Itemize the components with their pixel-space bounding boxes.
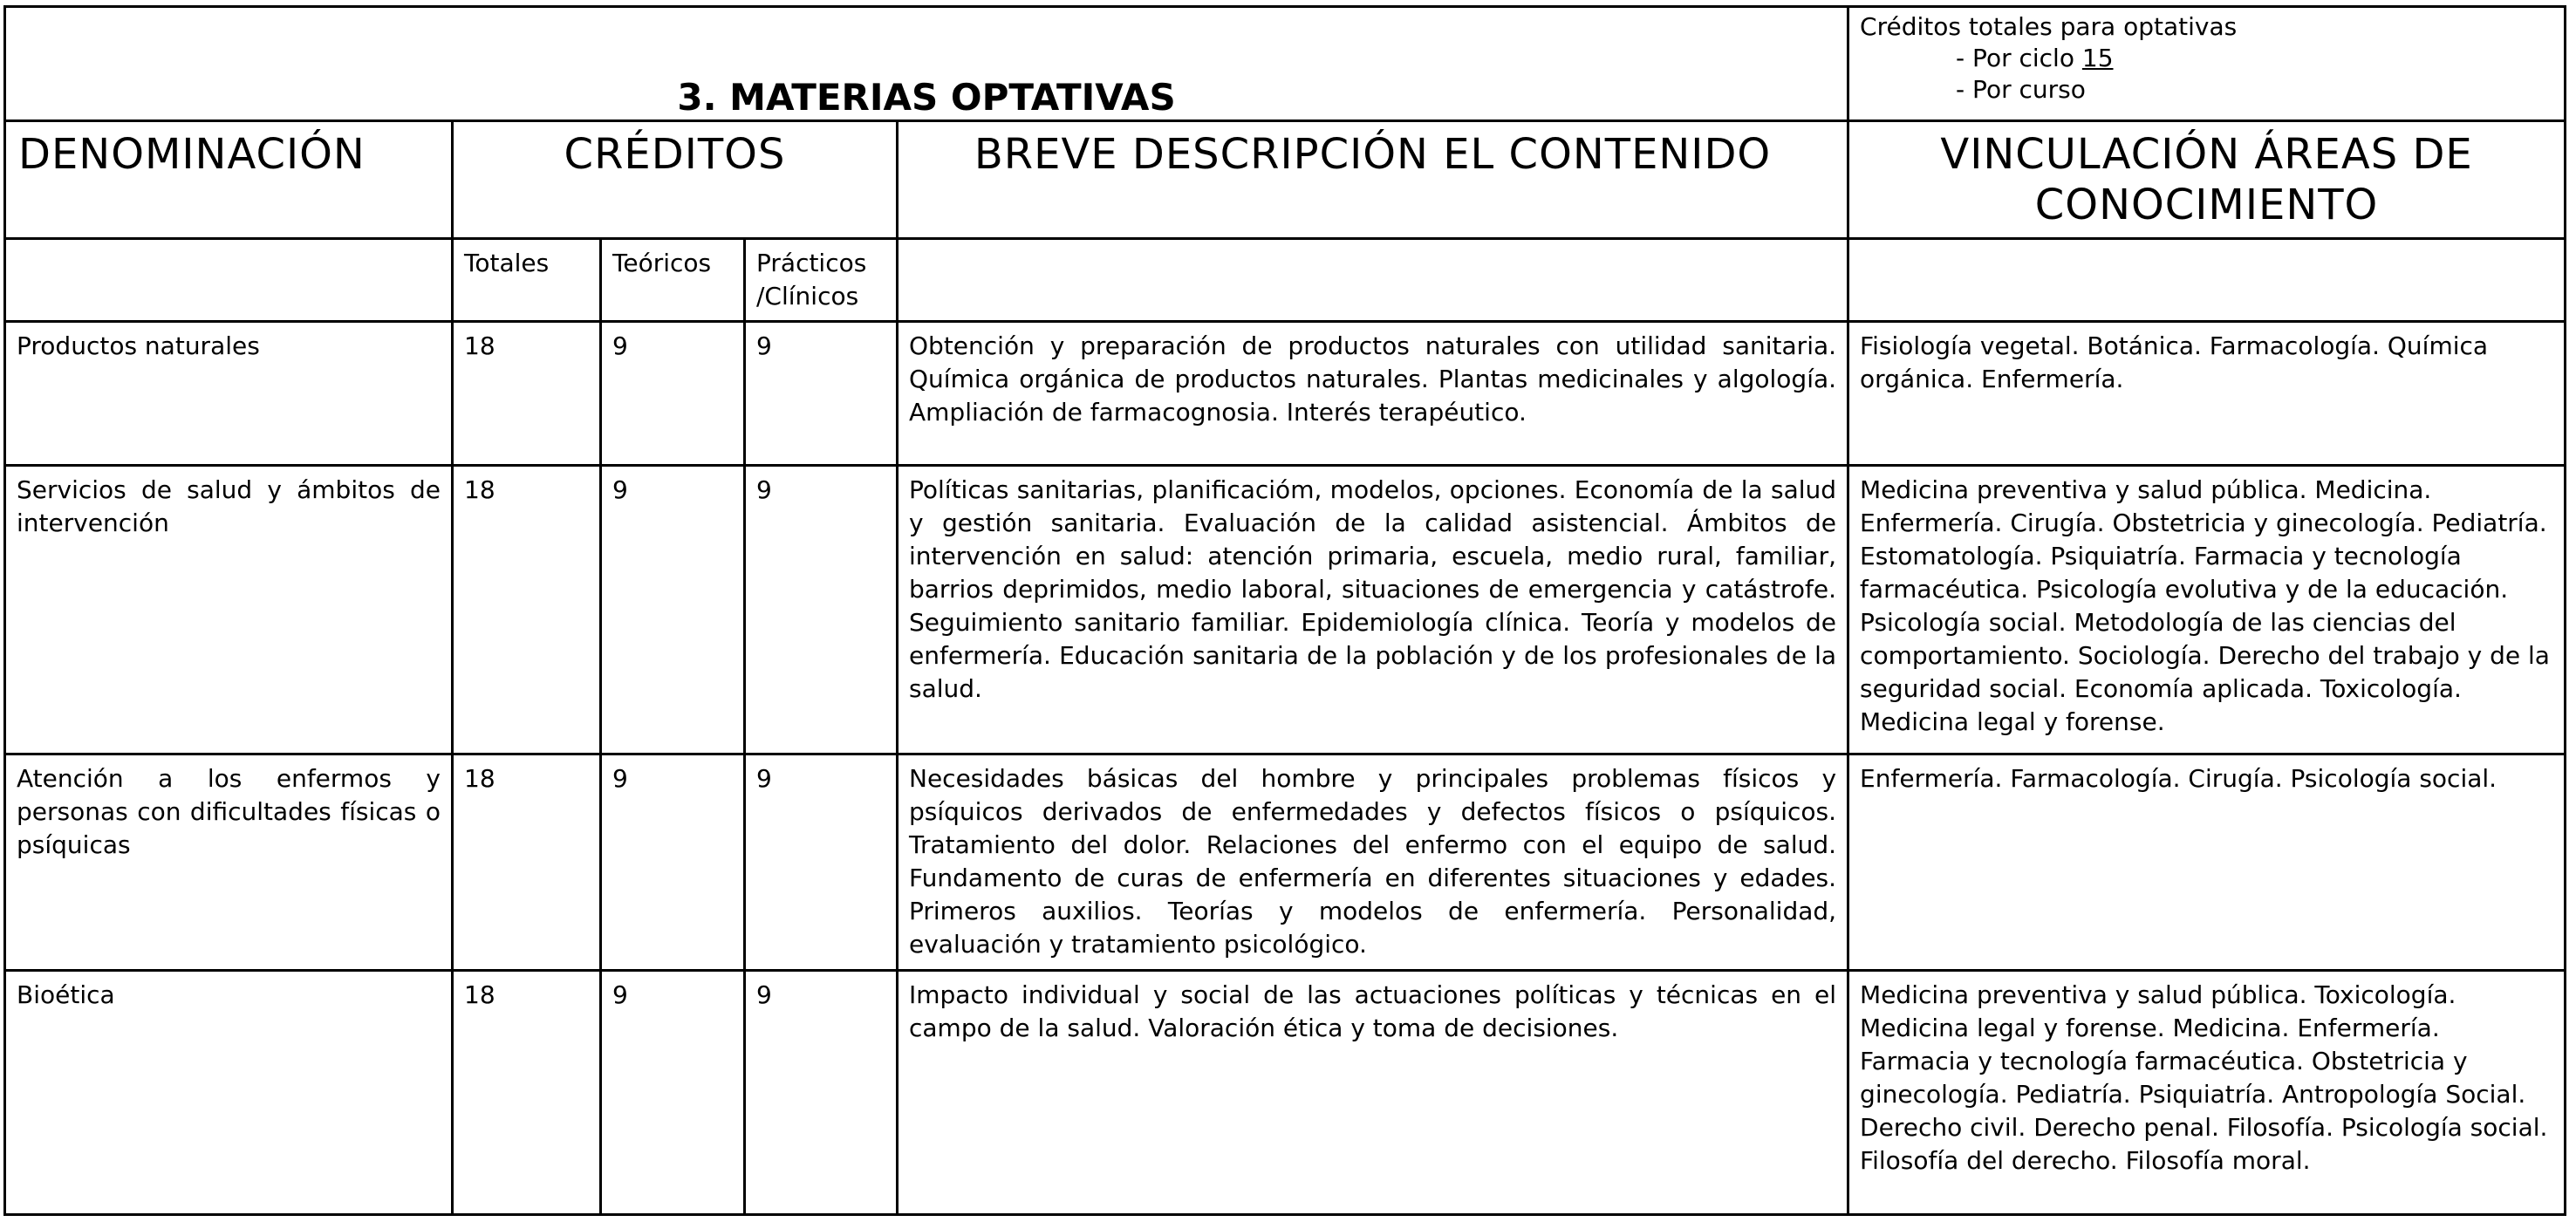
- subheader-totales: Totales: [453, 239, 601, 322]
- header-denominacion: DENOMINACIÓN: [5, 121, 453, 239]
- row-teoricos: 9: [601, 971, 745, 1215]
- por-ciclo-value: 15: [2081, 44, 2114, 72]
- subheader-practicos: Prácticos /Clínicos: [745, 239, 898, 322]
- subheader-empty-1: [5, 239, 453, 322]
- row-teoricos: 9: [601, 754, 745, 971]
- por-curso-line: - Por curso: [1956, 75, 2086, 104]
- row-totales: 18: [453, 466, 601, 754]
- row-totales: 18: [453, 754, 601, 971]
- row-practicos: 9: [745, 754, 898, 971]
- row-totales: 18: [453, 971, 601, 1215]
- title-row: [5, 7, 2566, 121]
- subheader-row: [5, 239, 2566, 322]
- row-name: Servicios de salud y ámbitos de intervención: [5, 466, 453, 754]
- page-title: 3. MATERIAS OPTATIVAS: [5, 7, 1848, 121]
- header-vinculacion: VINCULACIÓN ÁREAS DE CONOCIMIENTO: [1848, 121, 2566, 239]
- row-areas: Fisiología vegetal. Botánica. Farmacología. Química orgánica. Enfermería.: [1848, 322, 2566, 466]
- subheader-teoricos: Teóricos: [601, 239, 745, 322]
- optativas-table: [3, 5, 2566, 1216]
- row-description: Políticas sanitarias, planificacióm, modelos, opciones. Economía de la salud y gestión sanitaria. Evaluación de la calidad asistencial. Ámbitos de intervención en salud: atención primaria, escuela, medio rural, familiar, barrios deprimidos, medio laboral, situaciones de emergencia y catástrofe. Seguimiento sanitario familiar. Epidemiología clínica. Teoría y modelos de enfermería. Educación sanitaria de la población y de los profesionales de la salud.: [898, 466, 1848, 754]
- row-areas: Medicina preventiva y salud pública. Medicina. Enfermería. Cirugía. Obstetricia y ginecología. Pediatría. Estomatología. Psiquiatría. Farmacia y tecnología farmacéutica. Psicología evolutiva y de la educación. Psicología social. Metodología de las ciencias del comportamiento. Sociología. Derecho del trabajo y de la seguridad social. Economía aplicada. Toxicología. Medicina legal y forense.: [1848, 466, 2566, 754]
- credits-info-heading: Créditos totales para optativas: [1860, 12, 2238, 41]
- row-name: Bioética: [5, 971, 453, 1215]
- subheader-empty-2: [898, 239, 1848, 322]
- row-name: Atención a los enfermos y personas con dificultades físicas o psíquicas: [5, 754, 453, 971]
- row-practicos: 9: [745, 466, 898, 754]
- row-description: Obtención y preparación de productos naturales con utilidad sanitaria. Química orgánica de productos naturales. Plantas medicinales y algología. Ampliación de farmacognosia. Interés terapéutico.: [898, 322, 1848, 466]
- table-row: [5, 466, 2566, 754]
- row-practicos: 9: [745, 322, 898, 466]
- row-teoricos: 9: [601, 322, 745, 466]
- row-areas: Enfermería. Farmacología. Cirugía. Psicología social.: [1848, 754, 2566, 971]
- table-row: [5, 322, 2566, 466]
- row-name: Productos naturales: [5, 322, 453, 466]
- row-description: Necesidades básicas del hombre y principales problemas físicos y psíquicos derivados de enfermedades y defectos físicos o psíquicos. Tratamiento del dolor. Relaciones del enfermo con el equipo de salud. Fundamento de curas de enfermería en diferentes situaciones y edades. Primeros auxilios. Teorías y modelos de enfermería. Personalidad, evaluación y tratamiento psicológico.: [898, 754, 1848, 971]
- row-totales: 18: [453, 322, 601, 466]
- table-row: [5, 754, 2566, 971]
- row-description: Impacto individual y social de las actuaciones políticas y técnicas en el campo de la salud. Valoración ética y toma de decisiones.: [898, 971, 1848, 1215]
- subheader-empty-3: [1848, 239, 2566, 322]
- header-row: [5, 121, 2566, 239]
- row-practicos: 9: [745, 971, 898, 1215]
- row-teoricos: 9: [601, 466, 745, 754]
- header-creditos: CRÉDITOS: [453, 121, 898, 239]
- row-areas: Medicina preventiva y salud pública. Toxicología. Medicina legal y forense. Medicina. Enfermería. Farmacia y tecnología farmacéutica. Obstetricia y ginecología. Pediatría. Psiquiatría. Antropología Social. Derecho civil. Derecho penal. Filosofía. Psicología social. Filosofía del derecho. Filosofía moral.: [1848, 971, 2566, 1215]
- table-row: [5, 971, 2566, 1215]
- credits-info: [1848, 7, 2566, 121]
- header-descripcion: BREVE DESCRIPCIÓN EL CONTENIDO: [898, 121, 1848, 239]
- por-ciclo-line: - Por ciclo 15: [1956, 44, 2114, 72]
